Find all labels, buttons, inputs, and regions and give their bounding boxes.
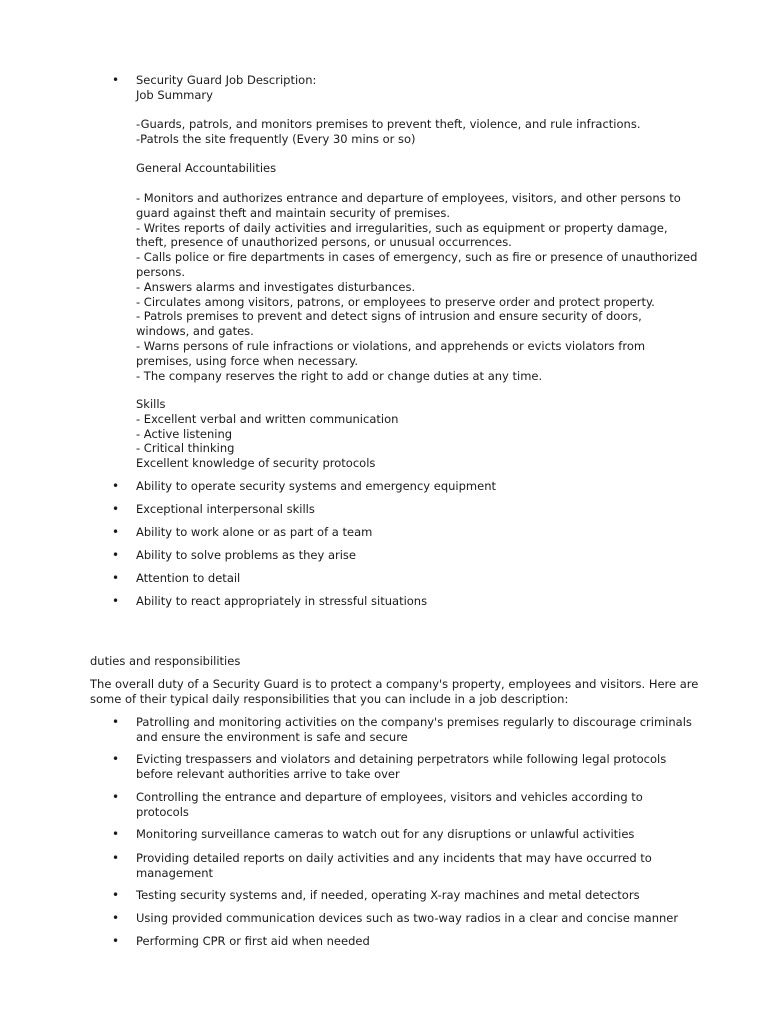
list-item-text: Testing security systems and, if needed, operating X-ray machines and metal detectors — [136, 888, 640, 902]
bullet-icon: • — [112, 934, 120, 948]
skills-block — [136, 397, 696, 471]
list-item-text: Ability to react appropriately in stressful situations — [136, 594, 428, 608]
accountability-line: - The company reserves the right to add or change duties at any time. — [136, 368, 543, 383]
accountability-line: guard against theft and maintain security of premises. — [136, 205, 451, 220]
list-item-text: Ability to operate security systems and emergency equipment — [136, 479, 496, 493]
list-item-text: protocols — [136, 804, 189, 819]
bullet-icon: • — [112, 548, 120, 562]
accountabilities-lines — [136, 191, 696, 383]
bullet-icon: • — [112, 790, 120, 804]
accountabilities-heading: General Accountabilities — [136, 161, 277, 175]
list-item-text: management — [136, 865, 214, 880]
duties-heading-block — [90, 654, 690, 669]
list-item-text: Exceptional interpersonal skills — [136, 502, 315, 516]
bullet-icon: • — [112, 479, 120, 493]
list-item-text: Attention to detail — [136, 571, 241, 585]
document-title: Security Guard Job Description: — [136, 73, 317, 87]
job-description-content — [136, 73, 684, 103]
list-item-text: Performing CPR or first aid when needed — [136, 934, 370, 948]
list-item-text: Using provided communication devices such as two-way radios in a clear and concise manner — [136, 911, 679, 925]
accountability-line: persons. — [136, 264, 186, 279]
skill-line: - Critical thinking — [136, 441, 235, 456]
bullet-icon: • — [112, 502, 120, 516]
intro-line: some of their typical daily responsibilities that you can include in a job description: — [90, 691, 569, 706]
list-item-text: Providing detailed reports on daily activities and any incidents that may have occurred to — [136, 851, 652, 865]
accountabilities-heading-block — [136, 161, 696, 176]
list-item-text: Ability to work alone or as part of a team — [136, 525, 373, 539]
accountability-line: - Calls police or fire departments in cases of emergency, such as fire or presence of unauthorized — [136, 250, 698, 265]
duties-intro — [90, 677, 699, 707]
bullet-icon: • — [112, 888, 120, 902]
summary-line: -Patrols the site frequently (Every 30 mins or so) — [136, 131, 416, 146]
duties-heading: duties and responsibilities — [90, 654, 241, 668]
accountability-line: windows, and gates. — [136, 324, 254, 339]
list-item-text: before relevant authorities arrive to take over — [136, 766, 400, 781]
bullet-icon: • — [112, 571, 120, 585]
accountability-line: - Answers alarms and investigates disturbances. — [136, 279, 416, 294]
intro-line: The overall duty of a Security Guard is to protect a company's property, employees and visitors. Here are — [90, 677, 699, 691]
summary-line: -Guards, patrols, and monitors premises to prevent theft, violence, and rule infractions. — [136, 117, 641, 131]
skill-line: - Active listening — [136, 426, 233, 441]
skill-line: Excellent knowledge of security protocols — [136, 456, 376, 471]
list-item-text: and ensure the environment is safe and secure — [136, 729, 408, 744]
accountability-line: - Patrols premises to prevent and detect signs of intrusion and ensure security of doors, — [136, 309, 642, 324]
bullet-icon: • — [112, 73, 120, 87]
accountability-line: - Writes reports of daily activities and irregularities, such as equipment or property damage, — [136, 220, 668, 235]
list-item-text: Monitoring surveillance cameras to watch out for any disruptions or unlawful activities — [136, 827, 635, 841]
accountability-line: - Warns persons of rule infractions or violations, and apprehends or evicts violators from — [136, 338, 646, 353]
summary-heading: Job Summary — [136, 87, 213, 102]
accountability-line: - Monitors and authorizes entrance and departure of employees, visitors, and other persons to — [136, 191, 681, 205]
skills-heading: Skills — [136, 397, 166, 411]
bullet-icon: • — [112, 752, 120, 766]
bullet-icon: • — [112, 911, 120, 925]
summary-lines — [136, 117, 696, 147]
list-item-text: Patrolling and monitoring activities on the company's premises regularly to discourage criminals — [136, 715, 692, 729]
bullet-icon: • — [112, 525, 120, 539]
list-item-text: Ability to solve problems as they arise — [136, 548, 356, 562]
skill-line: - Excellent verbal and written communication — [136, 411, 399, 426]
accountability-line: theft, presence of unauthorized persons, or unusual occurrences. — [136, 235, 512, 250]
accountability-line: premises, using force when necessary. — [136, 353, 359, 368]
list-item-text: Evicting trespassers and violators and detaining perpetrators while following legal protocols — [136, 752, 667, 766]
list-item-text: Controlling the entrance and departure of employees, visitors and vehicles according to — [136, 790, 643, 804]
accountability-line: - Circulates among visitors, patrons, or employees to preserve order and protect property. — [136, 294, 655, 309]
bullet-icon: • — [112, 851, 120, 865]
bullet-icon: • — [112, 827, 120, 841]
bullet-icon: • — [112, 715, 120, 729]
bullet-icon: • — [112, 594, 120, 608]
